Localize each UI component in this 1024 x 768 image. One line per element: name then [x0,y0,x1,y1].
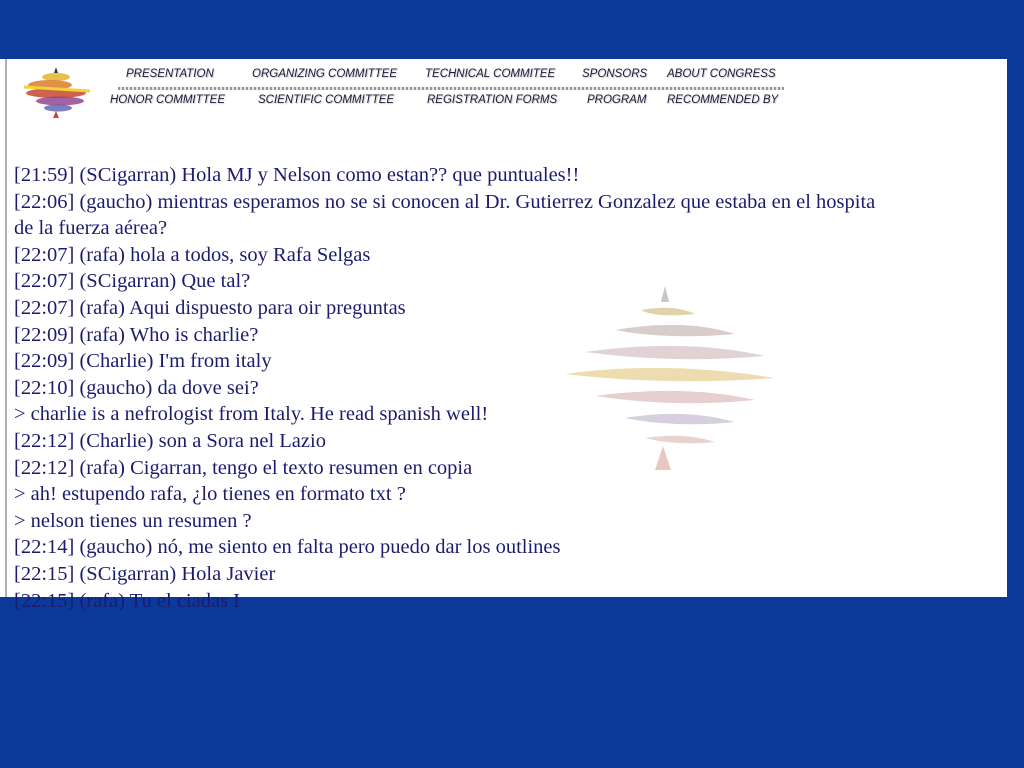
nav-row-top [0,68,1007,88]
chat-message: [22:15] (SCigarran) Hola Javier [14,562,276,585]
nav-link-about-congress[interactable]: ABOUT CONGRESS [667,68,776,80]
chat-message: [22:12] (rafa) Cigarran, tengo el texto resumen en copia [14,456,473,479]
chat-message: [22:12] (Charlie) son a Sora nel Lazio [14,429,326,452]
chat-message: [21:59] (SCigarran) Hola MJ y Nelson como estan?? que puntuales!! [14,164,580,186]
chat-message: [22:07] (SCigarran) Que tal? [14,270,251,293]
chat-message: [22:09] (rafa) Who is charlie? [14,323,259,346]
nav-link-program[interactable]: PROGRAM [587,94,647,106]
chat-message: > charlie is a nefrologist from Italy. He read spanish well! [14,403,489,426]
chat-message: > ah! estupendo rafa, ¿lo tienes en formato txt ? [14,483,406,506]
chat-message: [22:09] (Charlie) I'm from italy [14,350,272,373]
chat-message: [22:14] (gaucho) nó, me siento en falta pero puedo dar los outlines [14,536,561,559]
chat-transcript [14,162,1014,614]
window-left-border [5,59,7,597]
nav-divider [118,87,784,90]
chat-message: [22:10] (gaucho) da dove sei? [14,376,259,399]
nav-row-bottom [0,94,1007,114]
chat-message: [22:06] (gaucho) mientras esperamos no se si conocen al Dr. Gutierrez Gonzalez que estaba en el hospita [14,190,876,213]
nav-link-technical-commitee[interactable]: TECHNICAL COMMITEE [425,68,556,80]
nav-link-registration-forms[interactable]: REGISTRATION FORMS [427,94,558,106]
nav-link-honor-committee[interactable]: HONOR COMMITTEE [110,94,225,106]
nav-link-organizing-committee[interactable]: ORGANIZING COMMITTEE [252,68,398,80]
browser-page [0,59,1007,612]
nav-link-recommended-by[interactable]: RECOMMENDED BY [667,94,779,106]
nav-link-scientific-committee[interactable]: SCIENTIFIC COMMITTEE [258,94,395,106]
chat-message: > nelson tienes un resumen ? [14,509,252,532]
nav-link-sponsors[interactable]: SPONSORS [582,68,648,80]
chat-message: de la fuerza aérea? [14,217,168,240]
chat-message-cut-off: [22:15] (rafa) Tu el ciadas I [14,589,241,612]
chat-message: [22:07] (rafa) Aqui dispuesto para oir preguntas [14,296,406,319]
chat-message: [22:07] (rafa) hola a todos, soy Rafa Selgas [14,243,371,266]
nav-link-presentation[interactable]: PRESENTATION [126,68,214,80]
